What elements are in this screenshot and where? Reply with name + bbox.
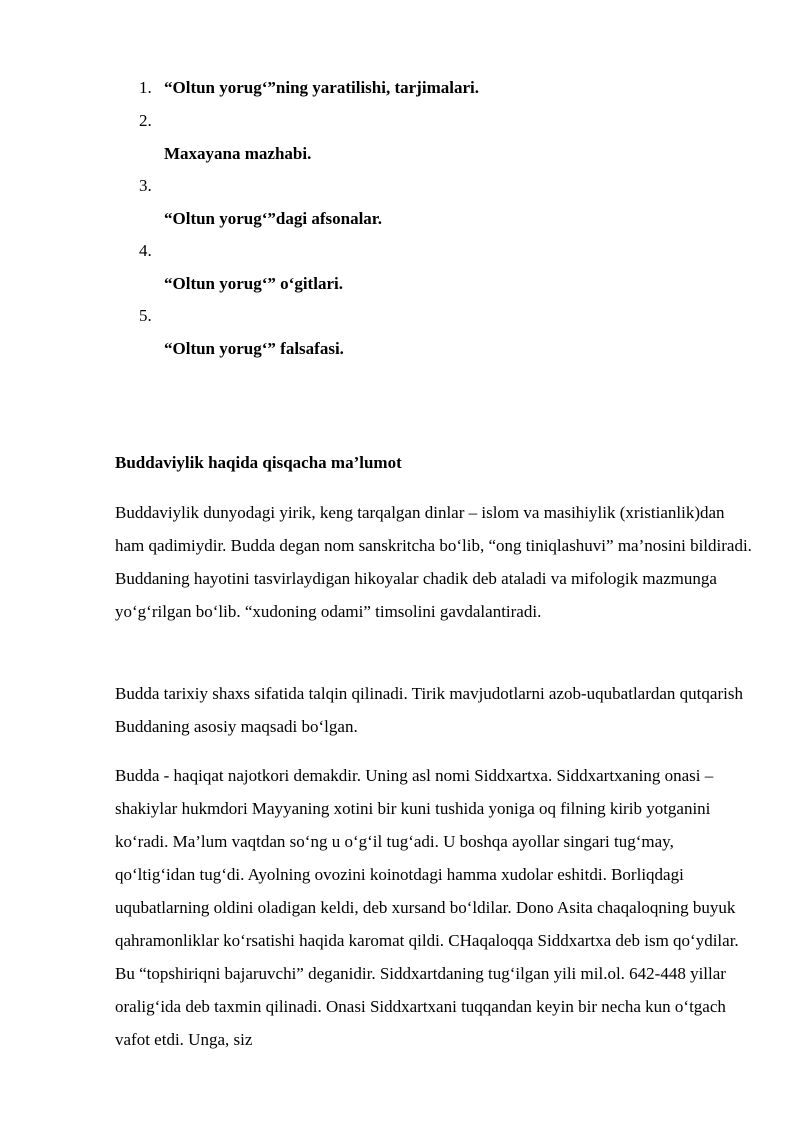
body-paragraph: Budda tarixiy shaxs sifatida talqin qilinadi. Tirik mavjudotlarni azob-uqubatlardan qutqarish Buddaning asosiy maqsadi bo‘lgan. (115, 684, 743, 736)
list-item: Maxayana mazhabi. (164, 144, 312, 163)
list-item: “Oltun yorug‘”dagi afsonalar. (164, 209, 383, 228)
body-paragraph: Budda - haqiqat najotkori demakdir. Uning asl nomi Siddxartxa. Siddxartxaning onasi – shakiylar hukmdori Mayyaning xotini bir kuni tushida yoniga oq filning kirib yotganini ko‘radi. Ma’lum vaqtdan so‘ng u o‘g‘il tug‘adi. U boshqa ayollar singari tug‘may, qo‘ltig‘idan tug‘di. Ayolning ovozini koinotdagi hamma xudolar eshitdi. Borliqdagi uqubatlarning oldini oladigan keldi, deb xursand bo‘ldilar. Dono Asita chaqaloqning buyuk qahramonliklar ko‘rsatishi haqida karomat qildi. CHaqaloqqa Siddxartxa deb ism qo‘ydilar. Bu “topshiriqni bajaruvchi” deganidir. Siddxartdaning tug‘ilgan yili mil.ol. 642-448 yillar oralig‘ida deb taxmin qilinadi. Onasi Siddxartxani tuqqandan keyin bir necha kun o‘tgach vafot etdi. Unga, siz (115, 766, 739, 1049)
list-item: “Oltun yorug‘” o‘gitlari. (164, 274, 343, 293)
list-number: 4. (139, 241, 152, 260)
list-number: 2. (139, 111, 152, 130)
list-item: “Oltun yorug‘” falsafasi. (164, 339, 344, 358)
section-heading: Buddaviylik haqida qisqacha ma’lumot (115, 453, 402, 472)
list-item: “Oltun yorug‘”ning yaratilishi, tarjimalari. (164, 78, 479, 97)
list-number: 1. (139, 78, 152, 97)
body-paragraph: Buddaviylik dunyodagi yirik, keng tarqalgan dinlar – islom va masihiylik (xristianlik)dan ham qadimiydir. Budda degan nom sanskritcha bo‘lib, “ong tiniqlashuvi” ma’nosini bildiradi. Buddaning hayotini tasvirlaydigan hikoyalar chadik deb ataladi va mifologik mazmunga yo‘g‘rilgan bo‘lib. “xudoning odami” timsolini gavdalantiradi. (115, 503, 752, 621)
list-number: 3. (139, 176, 152, 195)
list-number: 5. (139, 306, 152, 325)
